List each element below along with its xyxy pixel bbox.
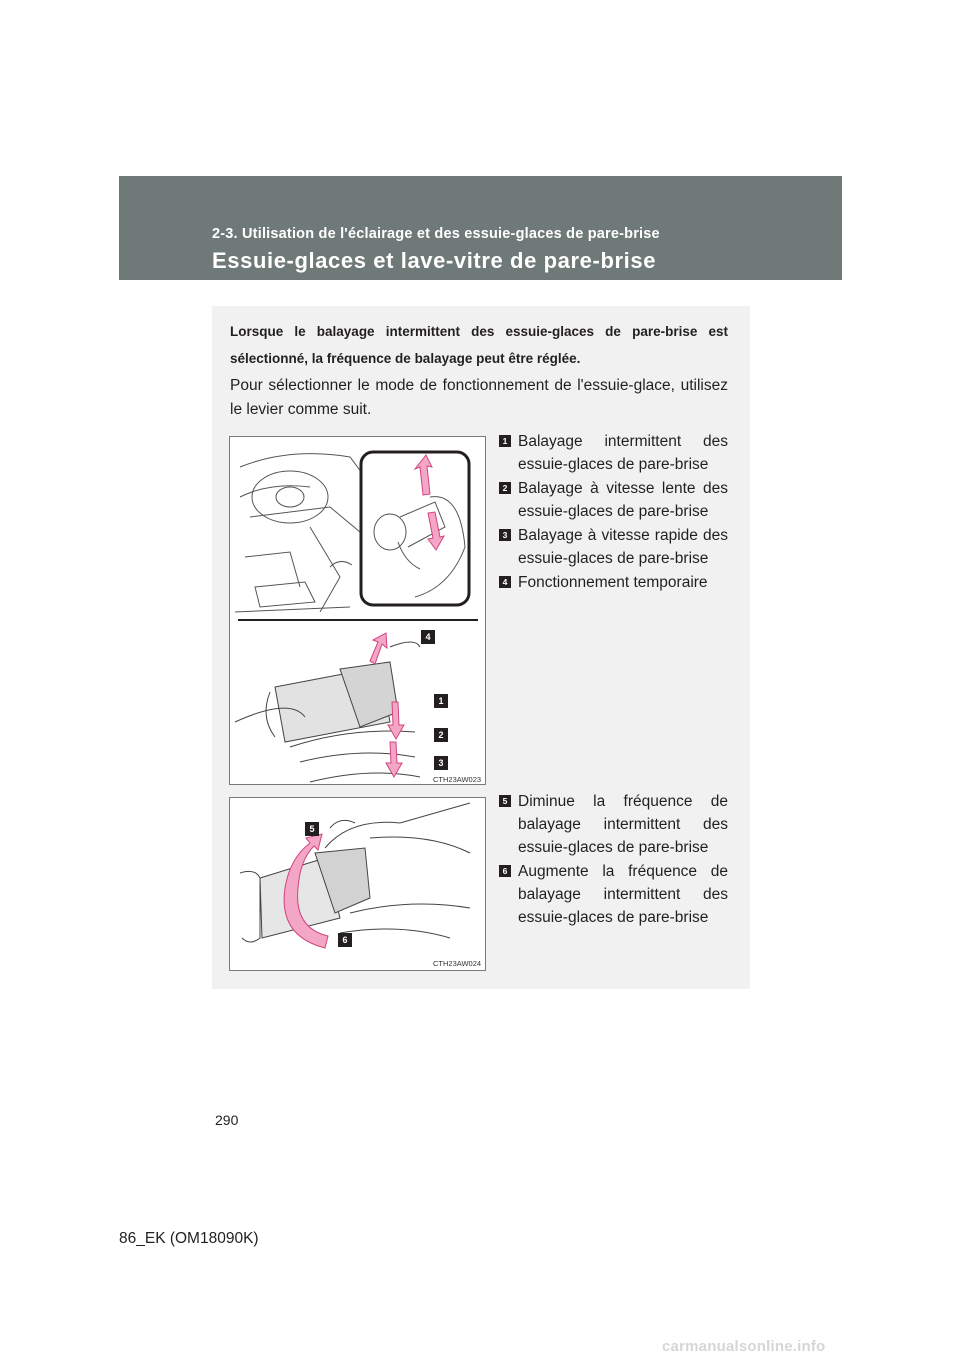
list-item [499,524,728,570]
callout-5: 5 [305,822,319,836]
list-item-text: Balayage intermittent des essuie-glaces de pare-brise [518,433,728,473]
callout-4: 4 [421,630,435,644]
list-item [499,790,728,859]
list-item-text: Balayage à vitesse lente des essuie-glaces de pare-brise [518,480,728,520]
figure-wiper-lever-modes [229,436,486,785]
list-item-text: Diminue la fréquence de balayage intermittent des essuie-glaces de pare-brise [518,793,728,856]
number-badge: 4 [499,576,511,588]
list-item-text: Augmente la fréquence de balayage intermittent des essuie-glaces de pare-brise [518,863,728,926]
frequency-list [499,790,728,930]
list-item-text: Fonctionnement temporaire [518,574,708,591]
figure-code: CTH23AW023 [433,775,482,784]
list-item-text: Balayage à vitesse rapide des essuie-glaces de pare-brise [518,527,728,567]
frequency-ring-illustration [230,798,485,970]
figure-intermittent-frequency [229,797,486,971]
callout-3: 3 [434,756,448,770]
number-badge: 3 [499,529,511,541]
list-item [499,860,728,929]
page-number: 290 [215,1112,239,1128]
callout-1: 1 [434,694,448,708]
list-item [499,430,728,476]
page-title: Essuie-glaces et lave-vitre de pare-brise [212,248,657,273]
section-title: 2-3. Utilisation de l'éclairage et des essuie-glaces de pare-brise [212,226,660,242]
intro-text: Pour sélectionner le mode de fonctionnement de l'essuie-glace, utilisez le levier comme suit. [230,377,728,418]
watermark: carmanualsonline.info [662,1338,826,1355]
list-item [499,477,728,523]
number-badge: 6 [499,865,511,877]
callout-6: 6 [338,933,352,947]
figure-code: CTH23AW024 [433,959,482,968]
number-badge: 2 [499,482,511,494]
intro-bold-text: Lorsque le balayage intermittent des essuie-glaces de pare-brise est sélectionné, la fréquence de balayage peut être réglée. [230,324,728,366]
callout-2: 2 [434,728,448,742]
number-badge: 1 [499,435,511,447]
lever-mode-list [499,430,728,595]
document-code: 86_EK (OM18090K) [119,1230,259,1247]
list-item [499,571,728,594]
number-badge: 5 [499,795,511,807]
